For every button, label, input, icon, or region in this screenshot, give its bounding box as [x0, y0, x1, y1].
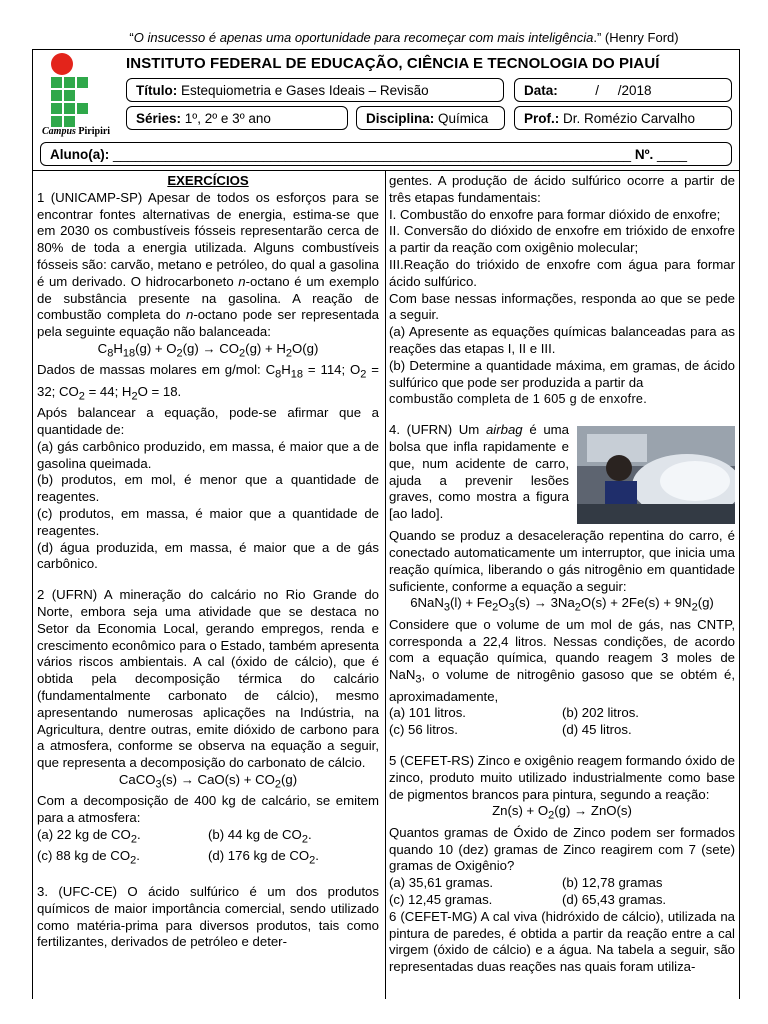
- q5-text: 5 (CEFET-RS) Zinco e oxigênio reagem formando óxido de zinco, produto muito utilizado industrialmente como base de pigmentos brancos para pintura, segundo a reação:: [389, 753, 735, 802]
- q6-text: 6 (CEFET-MG) A cal viva (hidróxido de cálcio), utilizada na pintura de paredes, é obtida a partir da reação entre a cal virgem (óxido de cálcio) e a água. Na tabela a seguir, são representadas duas reações nas quais foram utiliza-: [389, 908, 735, 975]
- exercise-columns: [32, 171, 740, 999]
- q1-option-d: (d) água produzida, em massa, é maior que a de gás carbônico.: [37, 539, 379, 572]
- q2-option-d: (d) 176 kg de $CO_2$.: [208, 848, 319, 868]
- q2-equation: CaCO$_3$(s) → $CaO(s) + CO_2(g)$: [118, 772, 298, 791]
- q5-stem: Quantos gramas de Óxido de Zinco podem ser formados quando 10 (dez) gramas de Zinco reagirem com 7 (sete) gramas de Oxigênio?: [389, 824, 735, 874]
- q4-option-b: (b) 202 litros.: [562, 705, 639, 721]
- q4-equation: $6NaN_3(l) + Fe_2O_3(s) \to 3Na_2O(s) + 2Fe(s) + 9N_2(g)$: [410, 595, 714, 614]
- q2-option-b: (b) 44 kg de $CO_2$.: [208, 827, 312, 846]
- quote-author: (Henry Ford): [604, 30, 679, 45]
- q2-option-a: (a) 22 kg de $CO_2$.: [37, 827, 141, 846]
- q5-option-a: (a) 35,61 gramas.: [389, 875, 494, 891]
- subject-field: Disciplina: Química: [356, 106, 505, 130]
- q4-text-2: Quando se produz a desaceleração repentina do carro, é conectado automaticamente um interruptor, que inicia uma reação química, liberando o gás nitrogênio em quantidade suficiente, conforme a equação a seguir:: [389, 528, 735, 594]
- student-field[interactable]: Aluno(a): _____________________________________________________________________ Nº. ____: [40, 142, 732, 166]
- q4-option-c: (c) 56 litros.: [389, 722, 458, 738]
- q4-stem: Considere que o volume de um mol de gás, nas CNTP, corresponda a 22,4 litros. Nessas condições, de acordo com a equação química, quando reagem 3 moles de NaN$_3$, o volume de nitrogênio gasoso que se obtém é, aproximadamente,: [389, 616, 735, 704]
- q1-option-c: (c) produtos, em massa, é maior que a quantidade de reagentes.: [37, 506, 379, 538]
- q3-continued: gentes. A produção de ácido sulfúrico ocorre a partir de três etapas fundamentais:: [389, 173, 735, 205]
- series-field: Séries: 1º, 2º e 3º ano: [126, 106, 348, 130]
- q1-masses: Dados de massas molares em g/mol: $C_8H_{18} = 114$; $O_2 = 32$; $CO_2 = 44$; $H_2O = 18$.: [37, 362, 379, 403]
- column-divider: [385, 171, 386, 999]
- q5-option-b: (b) 12,78 gramas: [562, 875, 663, 891]
- title-field: Título: Estequiometria e Gases Ideais – Revisão: [126, 78, 504, 102]
- right-column: [389, 173, 735, 976]
- q5-option-c: (c) 12,45 gramas.: [389, 892, 493, 908]
- epigraph-quote: [0, 30, 768, 45]
- q3-step-iii: III.Reação do trióxido de enxofre com água para formar ácido sulfúrico.: [389, 256, 735, 289]
- q3-step-ii: II. Conversão do dióxido de enxofre em trióxido de enxofre a partir da reação com oxigênio molecular;: [389, 223, 735, 256]
- campus-label: Campus Piripiri: [42, 126, 111, 137]
- airbag-photo: [577, 426, 735, 524]
- institution-name: INSTITUTO FEDERAL DE EDUCAÇÃO, CIÊNCIA E TECNOLOGIA DO PIAUÍ: [126, 55, 660, 72]
- q1-option-a: (a) gás carbônico produzido, em massa, é maior que a de gasolina queimada.: [37, 438, 379, 471]
- quote-text: O insucesso é apenas uma oportunidade para recomeçar com mais inteligência: [133, 30, 594, 45]
- q2-text: 2 (UFRN) A mineração do calcário no Rio Grande do Norte, embora seja uma atividade que se destaca no Setor da Economia Local, gerando empregos, renda e crescimento econômico para o Estado, também apresenta vários riscos ambientais. A cal (óxido de cálcio), que é obtida pela decomposição térmica do calcário (fundamentalmente carbonato de cálcio), mesmo apresentando numerosas aplicações na Indústria, na Agricultura, dentre outras, emite dióxido de carbono para a atmosfera, conforme se observa na equação a seguir, que representa a decomposição do carbonato de cálcio.: [37, 587, 379, 771]
- q3-option-b: (b) Determine a quantidade máxima, em gramas, de ácido sulfúrico que pode ser produzida a partir da: [389, 357, 735, 390]
- q3-stem: Com base nessas informações, responda ao que se pede a seguir.: [389, 290, 735, 323]
- q2-stem: Com a decomposição de 400 kg de calcário, se emitem para a atmosfera:: [37, 793, 379, 826]
- q2-option-c: (c) 88 kg de $CO_2$.: [37, 848, 140, 868]
- logo-red-dot: [51, 53, 73, 75]
- q1-text: 1 (UNICAMP-SP) Apesar de todos os esforços para se encontrar fontes alternativas de energia, estima-se que em 2030 os combustíveis fósseis representarão cerca de 80% de toda a energia utilizada. Alguns combustíveis fósseis são: carvão, metano e petróleo, do qual a gasolina é um derivado. O hidrocarboneto n-octano é um exemplo de substância presente na gasolina. A reação de combustão completa do n-octano pode ser representada pela seguinte equação não balanceada:: [37, 189, 379, 340]
- q1-option-b: (b) produtos, em mol, é menor que a quantidade de reagentes.: [37, 472, 379, 505]
- q3-option-b-end: combustão completa de 1 605 g de enxofre.: [389, 392, 648, 407]
- q1-equation: $C_8H_{18}(g) + O_2(g) \to CO_2(g) + H_2O(g)$: [97, 340, 319, 360]
- left-column: [37, 173, 379, 951]
- q1-stem: Após balancear a equação, pode-se afirmar que a quantidade de:: [37, 405, 379, 438]
- q4-option-d: (d) 45 litros.: [562, 722, 632, 738]
- quote-open-mark: “: [129, 30, 134, 45]
- exercises-title: EXERCÍCIOS: [167, 173, 249, 188]
- q5-option-d: (d) 65,43 gramas.: [562, 892, 667, 908]
- teacher-field: Prof.: Dr. Romézio Carvalho: [514, 106, 732, 130]
- q5-equation: $Zn(s) + O_2(g) \to ZnO(s)$: [492, 803, 632, 823]
- date-field: Data: / /2018: [514, 78, 732, 102]
- q3-text: 3. (UFC-CE) O ácido sulfúrico é um dos produtos químicos de maior importância comercial, sendo utilizado como matéria-prima para diversos produtos, tais como fertilizantes, derivados de petróleo e deter-: [37, 883, 379, 950]
- quote-close-mark: .”: [593, 30, 602, 45]
- q4-text: 4. (UFRN) Um airbag é uma bolsa que infla rapidamente e que, num acidente de carro, ajuda a prevenir lesões graves, como mostra a figura [ao lado].: [389, 422, 569, 522]
- q3-step-i: I. Combustão do enxofre para formar dióxido de enxofre;: [389, 206, 721, 222]
- q4-option-a: (a) 101 litros.: [389, 705, 466, 721]
- airbag-illustration: [577, 426, 735, 524]
- q3-option-a: (a) Apresente as equações químicas balanceadas para as reações das etapas I, II e III.: [389, 324, 735, 356]
